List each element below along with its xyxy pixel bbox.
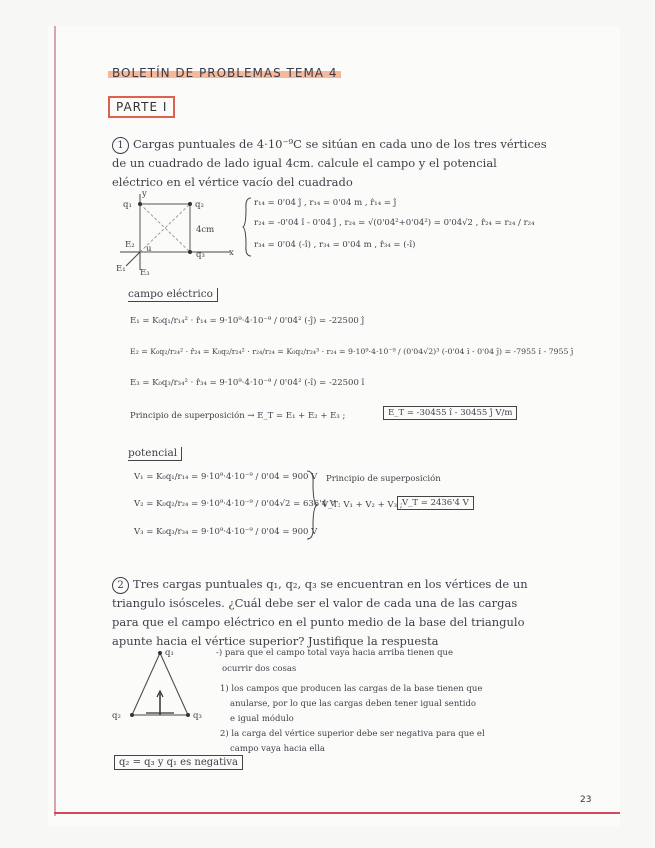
fig2-label-q2: q₂ bbox=[112, 711, 121, 721]
problem-1-line-1: 1 Cargas puntuales de 4·10⁻⁹C se sitúan en cada uno de los tres vértices bbox=[112, 137, 547, 154]
answer-line-2: ocurrir dos cosas bbox=[222, 664, 297, 674]
fig2-label-q1: q₁ bbox=[165, 648, 174, 658]
potential-sum: V_T: V₁ + V₂ + V₃ ; bbox=[322, 500, 403, 510]
part-heading: PARTE I bbox=[108, 96, 175, 118]
fig1-label-q1: q₁ bbox=[123, 200, 132, 210]
margin-line bbox=[54, 26, 56, 816]
vector-r24: r₂₄ = -0'04 î - 0'04 ĵ , r₂₄ = √(0'04²+0'04²) = 0'04√2 , r̂₂₄ = r₂₄ / r₂₄ bbox=[254, 218, 535, 228]
field-eq-e3: E₃ = K₀q₃/r₃₄² · r̂₃₄ = 9·10⁹·4·10⁻⁹ / 0'04² (-î) = -22500 î bbox=[130, 378, 365, 388]
fig1-label-e1: E₁ bbox=[116, 264, 126, 274]
fig1-label-u: u bbox=[146, 244, 152, 254]
fig1-label-e2: E₂ bbox=[125, 240, 135, 250]
fig1-label-q2: q₂ bbox=[195, 200, 204, 210]
superposition-field: Principio de superposición → E_T = E₁ + E₂ + E₃ ; bbox=[130, 411, 346, 421]
fig2-label-q3: q₃ bbox=[193, 711, 202, 721]
problem-number-2: 2 bbox=[112, 577, 129, 594]
problem-1-line-2: de un cuadrado de lado igual 4cm. calcule el campo y el potencial bbox=[112, 156, 497, 170]
problem-1-line-3: eléctrico en el vértice vacío del cuadrado bbox=[112, 175, 353, 189]
fig1-label-e3: E₃ bbox=[140, 268, 150, 278]
answer-line-3: 1) los campos que producen las cargas de la base tienen que bbox=[220, 684, 483, 694]
problem-number-1: 1 bbox=[112, 137, 129, 154]
vector-r34: r₃₄ = 0'04 (-î) , r₃₄ = 0'04 m , r̂₃₄ = (-î) bbox=[254, 240, 416, 250]
fig1-label-y: y bbox=[142, 189, 147, 199]
page-title: BOLETÍN DE PROBLEMAS TEMA 4 bbox=[108, 66, 341, 80]
pot-eq-v3: V₃ = K₀q₃/r₃₄ = 9·10⁹·4·10⁻⁹ / 0'04 = 900 V bbox=[134, 527, 318, 537]
potential-brace bbox=[306, 470, 318, 540]
fig1-label-q3: q₃ bbox=[196, 250, 205, 260]
problem-2-line-1: 2 Tres cargas puntuales q₁, q₂, q₃ se encuentran en los vértices de un bbox=[112, 577, 528, 594]
pot-eq-v2: V₂ = K₀q₂/r₂₄ = 9·10⁹·4·10⁻⁹ / 0'04√2 = 636'4 V bbox=[134, 499, 336, 509]
vector-brace bbox=[242, 197, 252, 257]
problem-2-line-3: para que el campo eléctrico en el punto medio de la base del triangulo bbox=[112, 615, 525, 629]
potential-label: potencial bbox=[128, 447, 182, 461]
answer-line-6: 2) la carga del vértice superior debe ser negativa para que el bbox=[220, 729, 485, 739]
problem-2-line-4: apunte hacia el vértice superior? Justifique la respuesta bbox=[112, 634, 439, 648]
bottom-margin-line bbox=[54, 812, 620, 814]
problem-2-line-2: triangulo isósceles. ¿Cuál debe ser el valor de cada una de las cargas bbox=[112, 596, 518, 610]
fig1-label-x: x bbox=[229, 248, 234, 258]
field-eq-e1: E₁ = K₀q₁/r₁₄² · r̂₁₄ = 9·10⁹·4·10⁻⁹ / 0'04² (-ĵ) = -22500 ĵ bbox=[130, 316, 365, 326]
answer-line-5: e igual módulo bbox=[230, 714, 294, 724]
vector-r14: r₁₄ = 0'04 ĵ , r₁₄ = 0'04 m , r̂₁₄ = ĵ bbox=[254, 198, 397, 208]
answer-line-1: -) para que el campo total vaya hacia arriba tienen que bbox=[216, 648, 454, 658]
potential-result: V_T = 2436'4 V bbox=[397, 496, 474, 510]
fig1-label-side: 4cm bbox=[196, 225, 215, 235]
field-label: campo eléctrico bbox=[128, 288, 218, 302]
field-result: E_T = -30455 î - 30455 ĵ V/m bbox=[383, 406, 517, 420]
field-eq-e2: E₂ = K₀q₂/r₂₄² · r̂₂₄ = K₀q₂/r₂₄² · r₂₄/r₂₄ = K₀q₂/r₂₄³ · r₂₄ = 9·10⁹·4·10⁻⁹ / (0'04√2)³ (-0'04 î - 0'04 ĵ) = -7955 î - 7955 ĵ bbox=[130, 347, 574, 356]
page-number: 23 bbox=[580, 795, 592, 805]
superposition-potential: Principio de superposición bbox=[326, 474, 441, 484]
answer-line-7: campo vaya hacia ella bbox=[230, 744, 325, 754]
answer-line-4: anularse, por lo que las cargas deben tener igual sentido bbox=[230, 699, 477, 709]
conclusion-box: q₂ = q₃ y q₁ es negativa bbox=[114, 755, 243, 770]
pot-eq-v1: V₁ = K₀q₁/r₁₄ = 9·10⁹·4·10⁻⁹ / 0'04 = 900 V bbox=[134, 472, 318, 482]
